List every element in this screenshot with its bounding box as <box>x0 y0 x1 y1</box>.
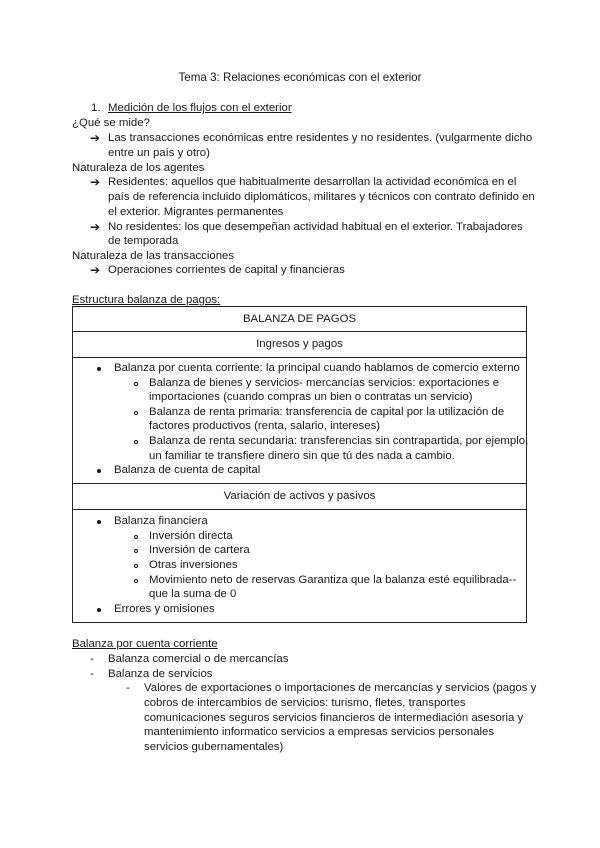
table-header-row <box>73 307 526 332</box>
valores-line-5: servicios gubernamentales) <box>144 741 284 753</box>
variacion-label: Variación de activos y pasivos <box>223 490 376 502</box>
transactions-heading: Naturaleza de las transacciones <box>72 250 235 262</box>
estructura-heading: Estructura balanza de pagos: <box>72 294 221 306</box>
question-what: ¿Qué se mide? <box>72 117 150 129</box>
agents-heading: Naturaleza de los agentes <box>72 162 205 174</box>
arrow-icon: ➔ <box>90 263 101 277</box>
page-title: Tema 3: Relaciones económicas con el exterior <box>178 71 422 84</box>
circle-bullet-icon <box>134 411 138 415</box>
cuenta-capital-item: Balanza de cuenta de capital <box>114 464 261 476</box>
movimiento-line-1: Movimiento neto de reservas Garantiza que la balanza esté equilibrada-- <box>149 574 517 586</box>
renta-primaria-line-1: Balanza de renta primaria: transferencia de capital por la utilización de <box>149 406 505 418</box>
otras-inversiones: Otras inversiones <box>149 559 238 571</box>
dash-icon: - <box>90 668 94 680</box>
residentes-line-3: el exterior. Migrantes permanentes <box>108 206 284 218</box>
renta-secundaria-line-1: Balanza de renta secundaria: transferencias sin contrapartida, por ejemplo, <box>149 435 529 447</box>
circle-bullet-icon <box>134 564 138 568</box>
dash-icon: - <box>90 653 94 665</box>
bienes-servicios-line-2: importaciones (cuando compras un bien o contratas un servicio) <box>149 391 473 403</box>
valores-line-3: comunicaciones seguros servicios financieros de intermediación asesoria y <box>144 712 524 724</box>
what-line-1: Las transacciones económicas entre residentes y no residentes. (vulgarmente dicho <box>108 132 533 144</box>
errores-item: Errores y omisiones <box>114 603 215 615</box>
transactions-item: Operaciones corrientes de capital y financieras <box>108 264 345 276</box>
bienes-servicios-line-1: Balanza de bienes y servicios- mercancías servicios: exportaciones e <box>149 377 500 389</box>
financiera-item: Balanza financiera <box>114 515 208 527</box>
inversion-directa: Inversión directa <box>149 530 233 542</box>
inversion-cartera: Inversión de cartera <box>149 544 250 556</box>
arrow-icon: ➔ <box>90 175 101 189</box>
circle-bullet-icon <box>134 549 138 553</box>
renta-secundaria-line-2: un familiar te transfiere dinero sin que tú des nada a cambio. <box>149 450 455 462</box>
circle-bullet-icon <box>134 535 138 539</box>
dash-icon: - <box>126 682 130 694</box>
section-number: 1. <box>91 102 101 114</box>
valores-line-1: Valores de exportaciones o importaciones de mercancías y servicios (pagos y <box>144 682 537 694</box>
circle-bullet-icon <box>134 579 138 583</box>
residentes-line-2: país de referencia incluido diplomáticos, militares y técnicos con contrato definido en <box>108 191 535 203</box>
no-residentes-line-2: de temporada <box>108 235 179 247</box>
circle-bullet-icon <box>134 382 138 386</box>
balanza-table <box>72 306 527 623</box>
residentes-line-1: Residentes: aquellos que habitualmente desarrollan la actividad económica en el <box>108 176 517 188</box>
balanza-servicios: Balanza de servicios <box>108 668 213 680</box>
variacion-row <box>73 483 526 510</box>
bullet-icon <box>97 608 101 612</box>
bullet-icon <box>97 367 101 371</box>
balanza-comercial: Balanza comercial o de mercancías <box>108 653 289 665</box>
valores-line-4: mantenimiento informatico servicios a empresas servicios personales <box>144 726 495 738</box>
arrow-icon: ➔ <box>90 220 101 234</box>
ingresos-row <box>73 332 526 358</box>
no-residentes-line-1: No residentes: los que desempeñan actividad habitual en el exterior. Trabajadores <box>108 221 523 233</box>
what-line-2: entre un país y otro) <box>108 147 210 159</box>
bullet-icon <box>97 469 101 473</box>
arrow-icon: ➔ <box>90 131 101 145</box>
movimiento-line-2: que la suma de 0 <box>149 588 237 600</box>
table-header: BALANZA DE PAGOS <box>242 313 357 325</box>
ingresos-label: Ingresos y pagos <box>256 338 343 350</box>
valores-line-2: cobros de intercambios de servicios: turismo, fletes, transportes <box>144 697 466 709</box>
section-heading: Medición de los flujos con el exterior <box>108 102 292 114</box>
cuenta-corriente-item: Balanza por cuenta corriente: la principal cuando hablamos de comercio externo <box>114 362 520 374</box>
bcc-heading: Balanza por cuenta corriente <box>72 638 218 650</box>
circle-bullet-icon <box>134 440 138 444</box>
bullet-icon <box>97 520 101 524</box>
renta-primaria-line-2: factores productivos (renta, salario, intereses) <box>149 420 381 432</box>
